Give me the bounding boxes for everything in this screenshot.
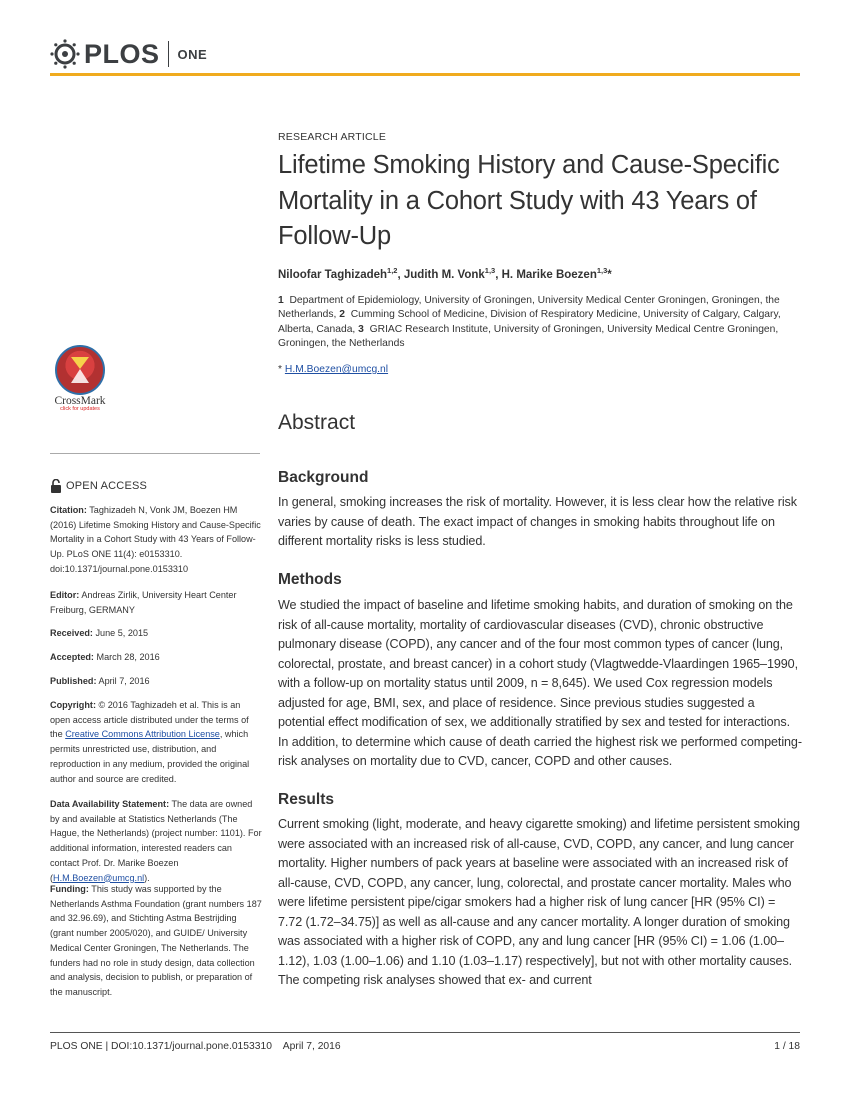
accepted-date: March 28, 2016 xyxy=(96,652,160,662)
data-availability-text-end: ). xyxy=(144,872,150,883)
affiliations xyxy=(278,294,793,351)
corresponding-email-link[interactable]: H.M.Boezen@umcg.nl xyxy=(284,364,389,375)
funding-text: This study was supported by the Netherlands Asthma Foundation (grant numbers 187 and 32.96.69), and Stichting Astma Bestrijding (grant number 2005/020), and GUIDE/ University Medical Center Groningen, The Netherlands. The funders had no role in study design, data collection and analysis, decision to publish, or preparation of the manuscript. xyxy=(50,884,262,997)
open-access-badge xyxy=(50,479,147,493)
accepted-block xyxy=(50,650,262,665)
results-heading: Results xyxy=(278,791,334,808)
methods-heading: Methods xyxy=(278,571,342,588)
citation-label: Citation: xyxy=(50,505,87,515)
received-block xyxy=(50,626,262,641)
copyright-label: Copyright: xyxy=(50,700,96,710)
data-availability-block xyxy=(50,797,262,885)
editor-text: Andreas Zirlik, University Heart Center Freiburg, GERMANY xyxy=(50,590,237,615)
background-heading: Background xyxy=(278,469,369,486)
published-label: Published: xyxy=(50,676,97,686)
author-affil-sup: 1,2 xyxy=(387,266,398,275)
methods-paragraph: We studied the impact of baseline and lifetime smoking habits, and duration of smoking on the risk of all-cause mortality, mortality of cardiovascular diseases (CVD), chronic obstructive pulmonary disease (COPD), any cancer and of the four most common types of cancer (lung, colorectal, prostate, and breast cancer) in a cohort study (Vlagtwedde-Vlaardingen 1965–1990, with a follow-up on mortality status until 2009, n = 8,645). We used Cox regression models adjusted for age, BMI, sex, and place of residence. Since previous studies suggested a potential effect modification of sex, we additionally stratified by sex and tested for interactions. In addition, to determine which cause of death carried the highest risk we performed competing-risk analyses on mortality due to CVD, cancer, COPD and other causes. xyxy=(278,598,802,768)
editor-label: Editor: xyxy=(50,590,80,600)
background-paragraph: In general, smoking increases the risk of mortality. However, it is less clear how the relative risk varies by cause of death. The exact impact of changes in smoking habits throughout life on different mortality risks is less studied. xyxy=(278,495,797,548)
affiliation-text: Department of Epidemiology, University of Groningen, University Medical Center Groningen, Groningen, the Netherlands, xyxy=(278,295,780,321)
citation-text: Taghizadeh N, Vonk JM, Boezen HM (2016) Lifetime Smoking History and Cause-Specific Mortality in a Cohort Study with 43 Years of Follow-Up. PLoS ONE 11(4): e0153310. doi:10.1371/journal.pone.0153310 xyxy=(50,505,261,574)
article-title: Lifetime Smoking History and Cause-Specific Mortality in a Cohort Study with 43 Years of Follow-Up xyxy=(278,151,780,250)
crossmark-label: CrossMark xyxy=(54,395,106,407)
results-paragraph: Current smoking (light, moderate, and heavy cigarette smoking) and lifetime persistent smoking were associated with an increased risk of all-cause, CVD, COPD, any cancer, and lung cancer mortality. Higher numbers of pack years at baseline were associated with an increased risk of all-cause, CVD, COPD, any cancer, lung, colorectal, and prostate cancer mortality. Males who were lifetime persistent pipe/cigar smokers had a higher risk of lung cancer [HR (95% CI) = 7.72 (1.72–34.75)] as well as all-cause and any cancer mortality. A longer duration of smoking was associated with a higher risk of COPD, any and lung cancer [HR (95% CI) = 1.06 (1.00–1.12), 1.03 (1.00–1.06) and 1.10 (1.03–1.17) respectively], but not with other mortality causes. The competing risk analyses showed that ex- and current xyxy=(278,817,800,987)
open-lock-icon xyxy=(50,479,62,493)
copyright-text-end: , which permits unrestricted use, distribution, and reproduction in any medium, provided the original author and source are credited. xyxy=(50,729,250,784)
article-type: RESEARCH ARTICLE xyxy=(278,131,387,143)
data-availability-label: Data Availability Statement: xyxy=(50,799,170,809)
copyright-block xyxy=(50,698,262,786)
page-number: 1 / 18 xyxy=(774,1041,800,1052)
corresponding-author xyxy=(278,364,388,375)
funding-block xyxy=(50,882,262,1000)
author-separator: , xyxy=(495,268,502,281)
published-block xyxy=(50,674,262,689)
funding-label: Funding: xyxy=(50,884,89,894)
copyright-text: © 2016 Taghizadeh et al. This is an open access article distributed under the terms of the xyxy=(50,700,249,740)
abstract-heading: Abstract xyxy=(278,411,356,434)
brand-divider xyxy=(168,41,169,67)
license-link[interactable]: Creative Commons Attribution License xyxy=(65,729,220,740)
brand-name: PLOS xyxy=(84,38,160,69)
author-affil-sup: 1,3 xyxy=(596,266,608,275)
received-date: June 5, 2015 xyxy=(95,628,149,638)
author-name[interactable]: Judith M. Vonk xyxy=(403,268,485,281)
plos-logo-icon xyxy=(50,39,80,69)
sidebar-divider xyxy=(50,453,260,454)
crossmark-icon xyxy=(55,345,105,395)
open-access-label: OPEN ACCESS xyxy=(66,480,148,492)
author-list xyxy=(278,266,612,281)
published-date: April 7, 2016 xyxy=(98,676,150,686)
header-rule xyxy=(50,73,800,76)
editor-block xyxy=(50,588,262,617)
affiliation-number: 2 xyxy=(339,309,345,321)
author-separator: , xyxy=(397,268,404,281)
footer-citation: PLOS ONE | DOI:10.1371/journal.pone.0153310 April 7, 2016 xyxy=(50,1041,341,1052)
journal-logo[interactable] xyxy=(50,38,207,70)
author-affil-sup: 1,3 xyxy=(484,266,496,275)
author-separator: * xyxy=(607,268,612,281)
affiliation-text: Cumming School of Medicine, Division of Respiratory Medicine, University of Calgary, Calgary, Alberta, Canada, xyxy=(278,309,781,335)
received-label: Received: xyxy=(50,628,93,638)
accepted-label: Accepted: xyxy=(50,652,94,662)
corresponding-star: * xyxy=(278,364,283,375)
data-availability-text: The data are owned by and available at Statistics Netherlands (The Hague, the Netherlands) (project number: 1101). For additional information, interested readers can contact Prof. Dr. Marike Boezen ( xyxy=(50,799,262,883)
brand-subname: ONE xyxy=(177,46,208,62)
crossmark-badge[interactable] xyxy=(50,345,110,412)
affiliation-number: 3 xyxy=(358,323,364,335)
author-name[interactable]: Niloofar Taghizadeh xyxy=(278,268,388,281)
crossmark-sublabel: click for updates xyxy=(60,406,100,412)
footer-rule xyxy=(50,1032,800,1033)
citation-block xyxy=(50,503,262,577)
affiliation-text: GRIAC Research Institute, University of Groningen, University Medical Centre Groningen, Groningen, the Netherlands xyxy=(278,323,779,349)
data-contact-email-link[interactable]: H.M.Boezen@umcg.nl xyxy=(53,872,145,883)
affiliation-number: 1 xyxy=(278,295,284,306)
author-name[interactable]: H. Marike Boezen xyxy=(501,268,597,281)
